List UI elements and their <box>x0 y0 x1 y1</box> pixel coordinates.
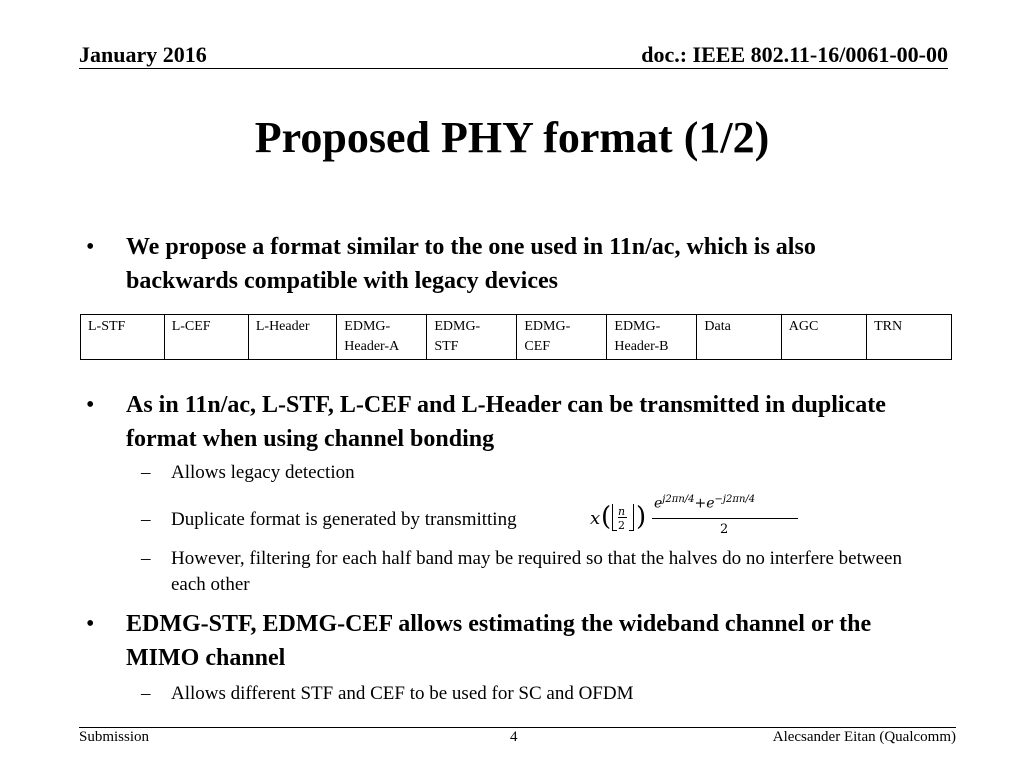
sub-bullet-duplicate-generation <box>141 507 931 533</box>
field-data: Data <box>697 315 781 360</box>
field-edmg-cef: EDMG- CEF <box>517 315 607 360</box>
page-number: 4 <box>510 729 518 745</box>
bullet-text: As in 11n/ac, L-STF, L-CEF and L-Header can be transmitted in duplicate format when using channel bonding <box>126 392 886 452</box>
bullet-format-proposal <box>86 230 926 298</box>
bullet-marker: • <box>86 611 95 637</box>
header-divider <box>79 68 948 69</box>
sub-bullet-text: Allows legacy detection <box>171 462 355 483</box>
header-date: January 2016 <box>79 42 207 67</box>
dash-marker: – <box>141 548 151 569</box>
formula-left-paren: ( <box>601 502 612 532</box>
phy-format-table <box>80 314 952 360</box>
field-edmg-stf: EDMG- STF <box>427 315 517 360</box>
field-l-cef: L-CEF <box>164 315 248 360</box>
footer-submission: Submission <box>79 729 150 745</box>
formula-inner-fraction-bar <box>618 517 627 518</box>
floor-right-bracket <box>629 504 634 531</box>
formula-right-paren: ) <box>636 502 647 532</box>
bullet-marker: • <box>86 392 95 418</box>
field-l-header: L-Header <box>248 315 336 360</box>
bullet-duplicate-format <box>86 388 926 456</box>
footer-author: Alecsander Eitan (Qualcomm) <box>772 729 956 745</box>
formula-x: x <box>590 508 601 529</box>
sub-bullet-legacy-detection <box>141 460 931 486</box>
bullet-text: We propose a format similar to the one used in 11n/ac, which is also backwards compatible with legacy devices <box>126 234 816 294</box>
floor-left-bracket <box>612 504 617 531</box>
footer-divider <box>79 727 956 728</box>
field-l-stf: L-STF <box>81 315 165 360</box>
sub-bullet-text: Duplicate format is generated by transmitting <box>171 509 517 530</box>
field-edmg-header-a: EDMG- Header-A <box>337 315 427 360</box>
sub-bullet-text: Allows different STF and CEF to be used for SC and OFDM <box>171 683 634 704</box>
table-row <box>81 315 952 360</box>
dash-marker: – <box>141 509 151 530</box>
field-edmg-header-b: EDMG- Header-B <box>607 315 697 360</box>
sub-bullet-sc-ofdm <box>141 681 931 707</box>
dash-marker: – <box>141 462 151 483</box>
sub-bullet-filtering <box>141 546 931 598</box>
dash-marker: – <box>141 683 151 704</box>
bullet-marker: • <box>86 234 95 260</box>
field-agc: AGC <box>781 315 866 360</box>
formula-n: n <box>618 505 626 518</box>
formula-denominator: 2 <box>720 522 729 537</box>
slide-title: Proposed PHY format (1/2) <box>254 113 770 162</box>
sub-bullet-text: However, filtering for each half band may be required so that the halves do no interfere between each other <box>171 548 902 595</box>
bullet-edmg-estimation <box>86 607 926 675</box>
bullet-text: EDMG-STF, EDMG-CEF allows estimating the wideband channel or the MIMO channel <box>126 611 872 671</box>
formula-fraction-bar <box>652 518 798 519</box>
duplicate-formula <box>590 494 810 542</box>
formula-inner-denominator: 2 <box>618 519 625 532</box>
field-trn: TRN <box>867 315 952 360</box>
formula-numerator: $e^{j2\pi n/4}+e^{-j2\pi n/4}$ <box>654 494 756 512</box>
header-doc-id: doc.: IEEE 802.11-16/0061-00-00 <box>641 42 948 67</box>
